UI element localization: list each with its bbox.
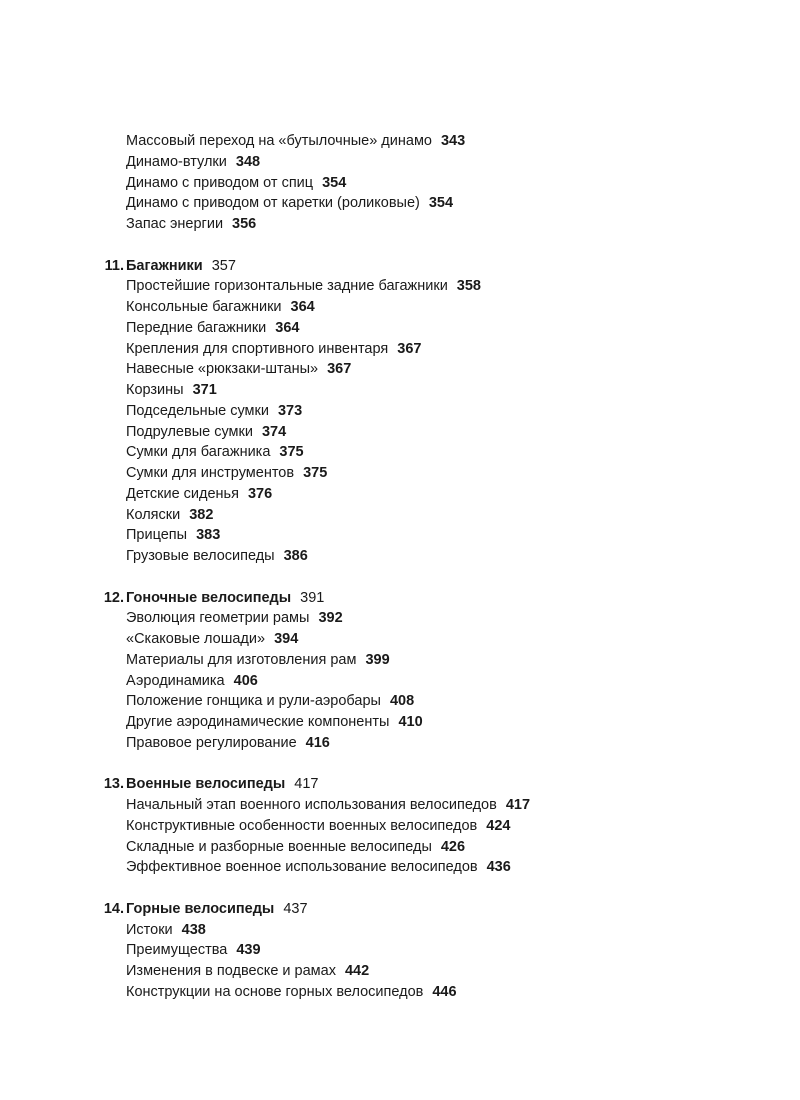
entry-page: 348 — [235, 153, 261, 170]
entry-page: 367 — [327, 361, 352, 378]
toc-entry — [0, 712, 800, 733]
entry-title: Изменения в подвеске и рамах — [126, 963, 336, 979]
toc-entry — [0, 401, 800, 422]
entry-page: 358 — [456, 278, 481, 295]
chapter-page: 357 — [211, 257, 236, 274]
toc-entry — [0, 671, 800, 692]
toc-entry — [0, 857, 800, 878]
entry-title: Массовый переход на «бутылочные» динамо — [126, 133, 432, 149]
toc-entry — [0, 920, 800, 941]
entry-title: Динамо с приводом от спиц — [126, 174, 314, 191]
entry-page: 371 — [192, 382, 217, 398]
chapter-title: Багажники — [126, 257, 203, 274]
toc-entry — [0, 691, 800, 712]
entry-page: 442 — [344, 963, 370, 979]
toc-entry — [0, 525, 800, 546]
chapter-page: 391 — [300, 589, 325, 606]
chapter-11-section — [0, 256, 800, 567]
chapter-title: Военные велосипеды — [126, 776, 286, 793]
entry-title: Материалы для изготовления рам — [126, 651, 357, 668]
toc-entry — [0, 276, 800, 297]
chapter-title: Гоночные велосипеды — [126, 589, 292, 606]
entry-page: 408 — [389, 693, 415, 710]
toc-entry — [0, 650, 800, 671]
entry-title: Начальный этап военного использования велосипедов — [126, 797, 497, 813]
entry-title: Подседельные сумки — [126, 402, 269, 419]
chapter-page: 417 — [294, 776, 319, 793]
toc-entry — [0, 484, 800, 505]
chapter-14-section — [0, 899, 800, 1003]
entry-page: 375 — [279, 444, 304, 461]
toc-entry — [0, 422, 800, 443]
toc-entry — [0, 173, 800, 194]
entry-title: Навесные «рюкзаки-штаны» — [126, 361, 319, 378]
entry-title: Аэродинамика — [126, 672, 225, 689]
entry-page: 354 — [322, 174, 347, 191]
entry-page: 376 — [247, 485, 273, 502]
chapter-number: 11. — [104, 257, 124, 274]
toc-entry — [0, 442, 800, 463]
entry-page: 417 — [505, 797, 531, 813]
entry-page: 364 — [275, 319, 300, 336]
entry-title: Сумки для инструментов — [126, 465, 295, 481]
intro-section — [0, 131, 800, 235]
toc-entry — [0, 982, 800, 1003]
entry-page: 354 — [428, 195, 454, 212]
chapter-12-section — [0, 588, 800, 754]
toc-entry — [0, 193, 800, 214]
entry-title: Корзины — [126, 382, 184, 398]
entry-page: 446 — [432, 983, 457, 1000]
toc-entry — [0, 940, 800, 961]
entry-page: 356 — [232, 216, 257, 232]
entry-title: Динамо-втулки — [126, 153, 227, 170]
entry-page: 424 — [486, 817, 511, 834]
entry-page: 375 — [303, 465, 328, 481]
entry-title: Положение гонщика и рули-аэробары — [126, 693, 381, 710]
entry-title: Прицепы — [126, 527, 188, 544]
entry-title: Консольные багажники — [126, 299, 282, 315]
toc-entry — [0, 131, 800, 152]
entry-title: Конструктивные особенности военных велосипедов — [126, 817, 478, 834]
chapter-number: 12. — [103, 589, 124, 606]
entry-title: Правовое регулирование — [126, 734, 297, 751]
entry-page: 373 — [277, 402, 303, 419]
toc-entry — [0, 546, 800, 567]
entry-title: Эффективное военное использование велосипедов — [126, 859, 478, 876]
toc-entry — [0, 733, 800, 754]
toc-entry — [0, 837, 800, 858]
entry-page: 436 — [486, 859, 511, 876]
chapter-heading — [0, 588, 800, 609]
entry-title: Передние багажники — [126, 319, 267, 336]
entry-title: Истоки — [126, 921, 173, 938]
chapter-title: Горные велосипеды — [126, 900, 275, 917]
entry-page: 426 — [440, 838, 466, 855]
chapter-number: 14. — [103, 900, 124, 917]
toc-entry — [0, 318, 800, 339]
entry-page: 410 — [398, 714, 423, 730]
entry-title: Сумки для багажника — [126, 444, 271, 461]
entry-page: 416 — [305, 734, 330, 751]
chapter-heading — [0, 899, 800, 920]
entry-page: 364 — [290, 299, 315, 315]
toc-entry — [0, 152, 800, 173]
entry-title: Крепления для спортивного инвентаря — [126, 340, 389, 357]
entry-page: 392 — [318, 610, 343, 627]
toc-entry — [0, 297, 800, 318]
toc-entry — [0, 629, 800, 650]
toc-entry — [0, 359, 800, 380]
entry-page: 399 — [365, 651, 390, 668]
entry-page: 438 — [181, 921, 206, 938]
chapter-heading — [0, 256, 800, 277]
toc-entry — [0, 505, 800, 526]
entry-title: Складные и разборные военные велосипеды — [126, 838, 432, 855]
entry-title: Эволюция геометрии рамы — [126, 610, 310, 627]
entry-title: Детские сиденья — [126, 485, 239, 502]
entry-page: 374 — [261, 423, 287, 440]
entry-title: Преимущества — [126, 942, 228, 959]
table-of-contents — [0, 131, 800, 1023]
toc-entry — [0, 339, 800, 360]
entry-page: 386 — [283, 548, 308, 564]
entry-title: Другие аэродинамические компоненты — [126, 714, 390, 730]
entry-page: 382 — [189, 506, 214, 523]
toc-entry — [0, 795, 800, 816]
entry-page: 439 — [236, 942, 261, 959]
entry-page: 383 — [196, 527, 221, 544]
chapter-heading — [0, 774, 800, 795]
entry-title: Подрулевые сумки — [126, 423, 253, 440]
entry-title: Конструкции на основе горных велосипедов — [126, 983, 424, 1000]
entry-page: 406 — [233, 672, 258, 689]
toc-entry — [0, 816, 800, 837]
entry-page: 343 — [440, 133, 466, 149]
toc-entry — [0, 608, 800, 629]
entry-title: Грузовые велосипеды — [126, 548, 275, 564]
chapter-page: 437 — [283, 900, 308, 917]
entry-title: Простейшие горизонтальные задние багажники — [126, 278, 448, 295]
chapter-13-section — [0, 774, 800, 878]
entry-title: Запас энергии — [126, 216, 224, 232]
chapter-number: 13. — [103, 776, 124, 793]
toc-entry — [0, 380, 800, 401]
toc-entry — [0, 463, 800, 484]
toc-entry — [0, 214, 800, 235]
entry-page: 394 — [274, 631, 299, 647]
entry-title: Динамо с приводом от каретки (роликовые) — [126, 195, 420, 212]
entry-title: Коляски — [126, 506, 181, 523]
entry-title: «Скаковые лошади» — [126, 631, 266, 647]
entry-page: 367 — [397, 340, 422, 357]
toc-entry — [0, 961, 800, 982]
